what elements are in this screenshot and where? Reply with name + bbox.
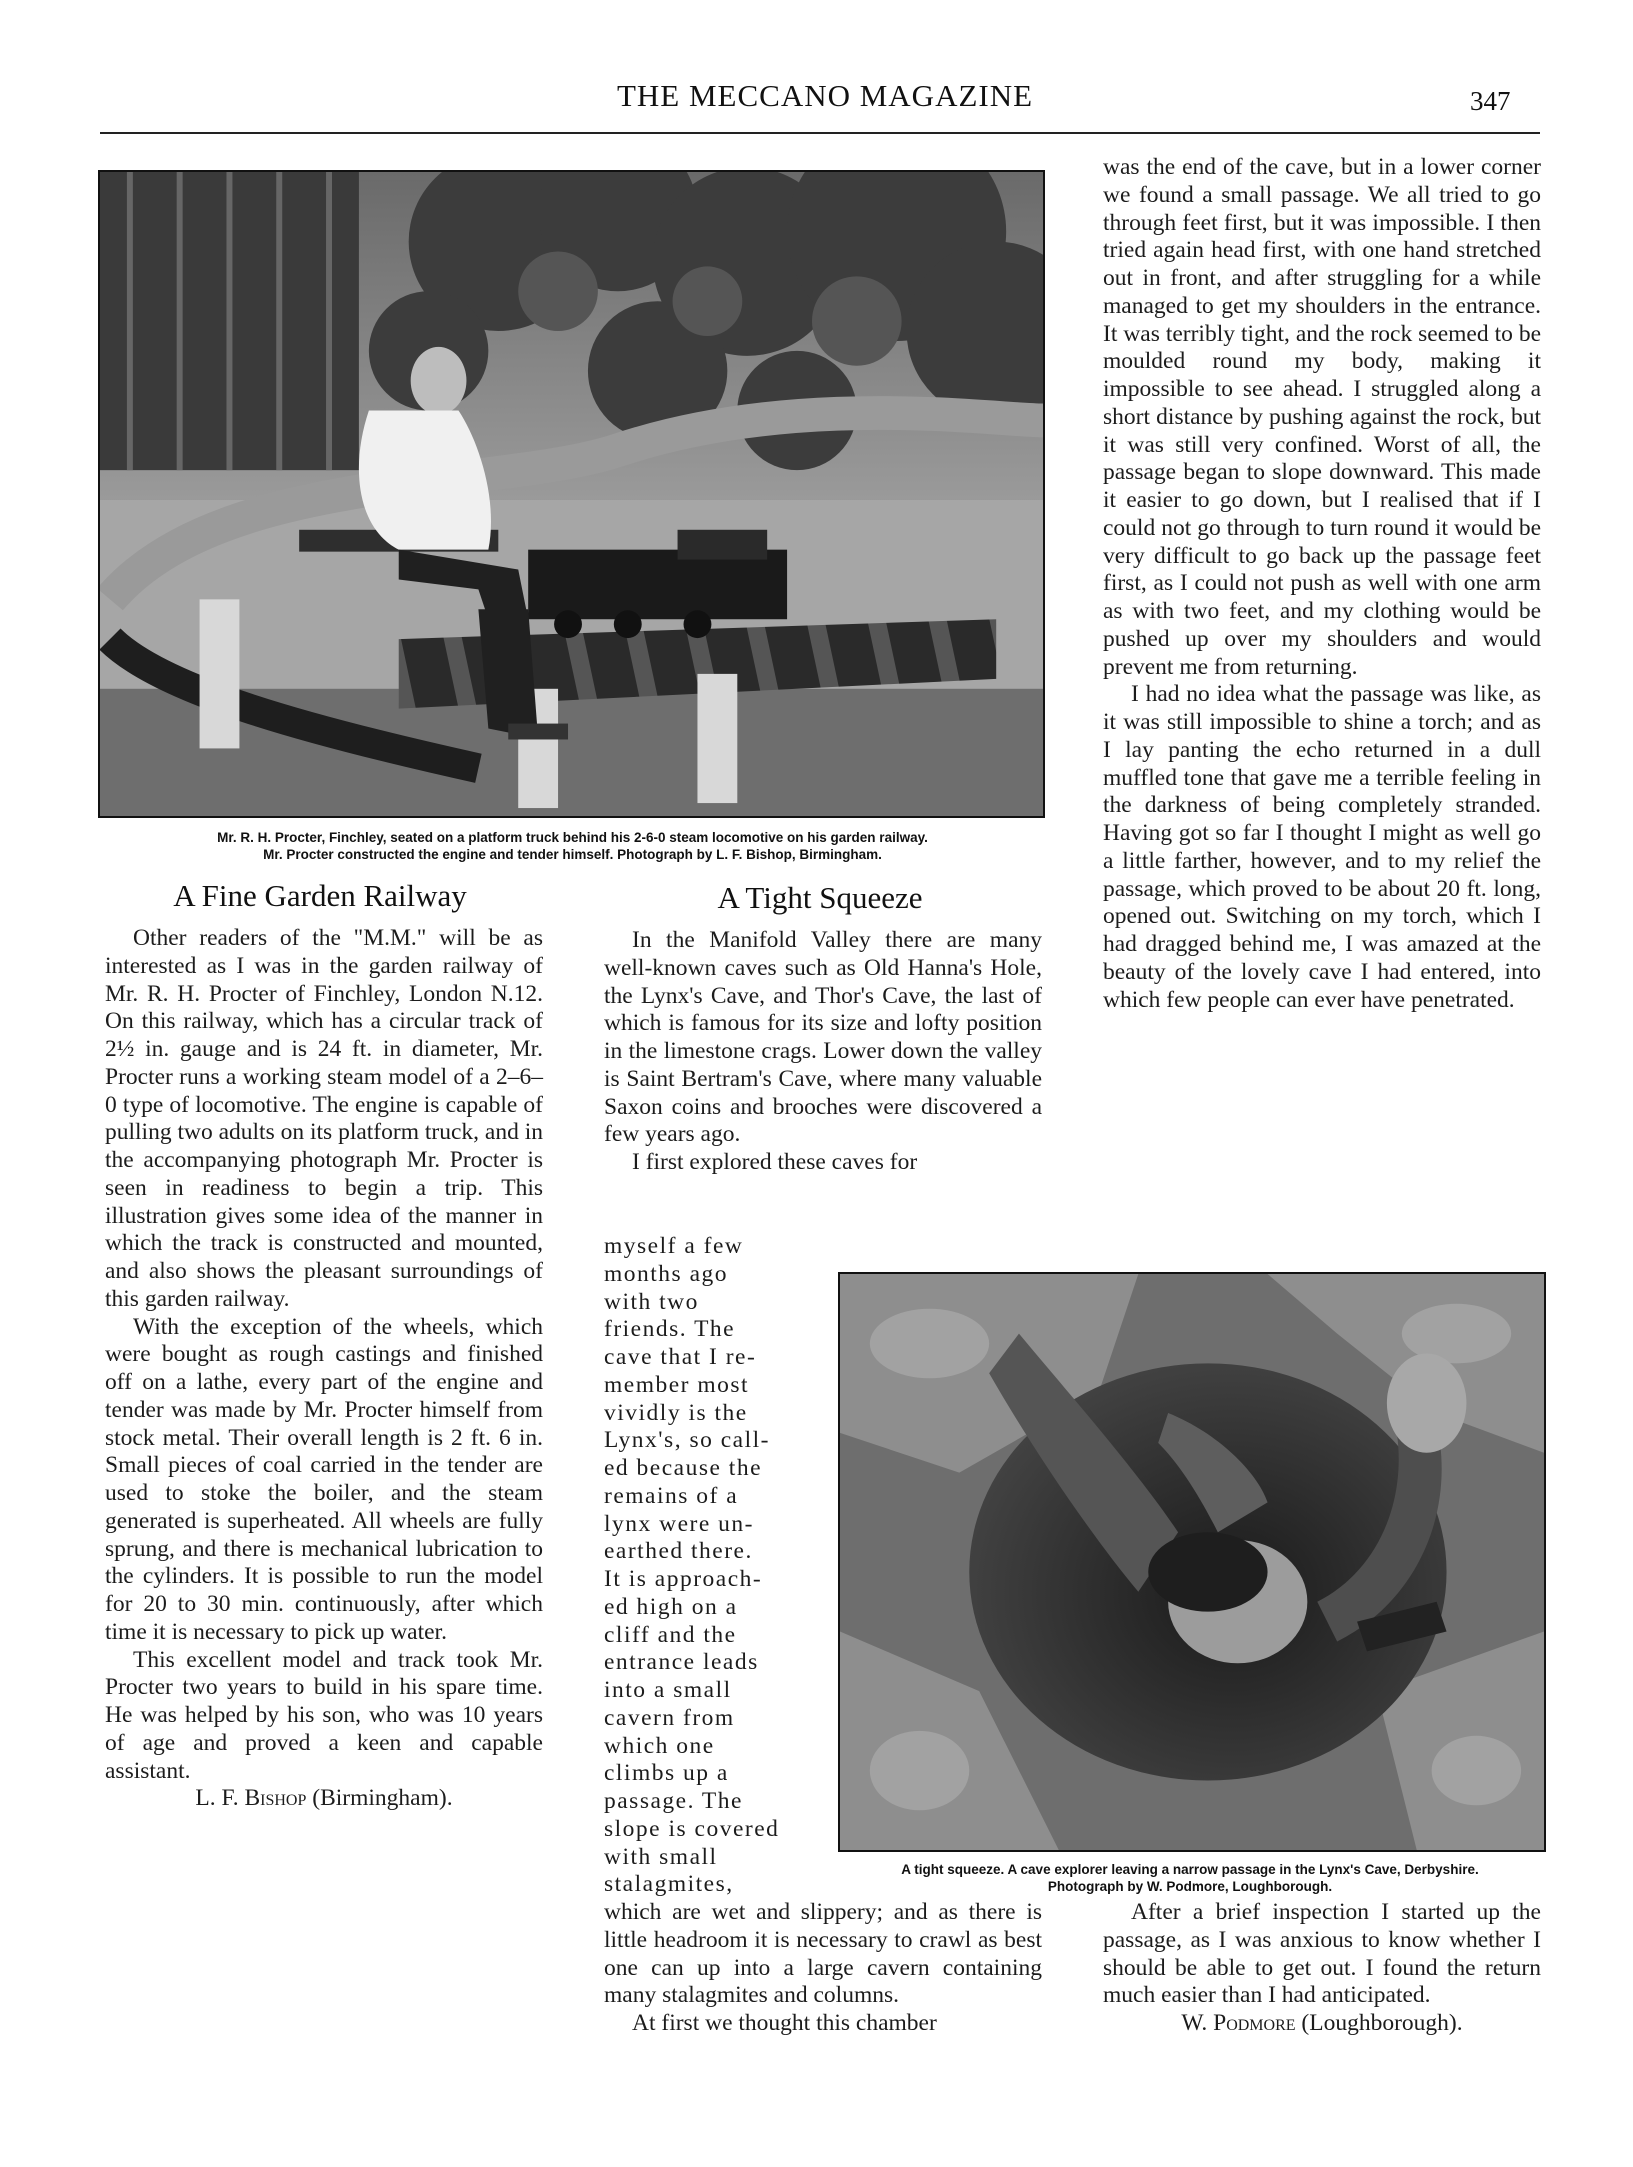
garden-railway-paragraph-1: Other readers of the "M.M." will be as interested as I was in the garden railway of Mr. R. H. Procter of Finchley, London N.12. On this railway, which has a circular track of 2½ in. gauge and is 24 ft. in diameter, Mr. Procter runs a working steam model of a 2–6–0 type of locomotive. The engine is capable of pulling two adults on its platform truck, and in the accompanying photograph Mr. Procter is seen in readiness to begin a trip. This illustration gives some idea of the manner in which the track is constructed and mounted, and also shows the pleasant surroundings of this garden railway. — [105, 925, 543, 1312]
narrow-line: climbs up a — [604, 1760, 729, 1787]
article-heading-tight-squeeze: A Tight Squeeze — [717, 880, 923, 915]
railway-photo-caption — [80, 829, 1065, 863]
garden-railway-author-place: (Birmingham). — [312, 1785, 453, 1812]
tight-squeeze-paragraph-4: I had no idea what the passage was like, as it was still impossible to shine a torch; and as I lay panting the echo returned in a dull muffled tone that gave me a terrible feeling in the darkness of being completely stranded. Having got so far I thought I might as well go a little farther, however, and to my relief the passage, which proved to be about 20 ft. long, opened out. Switching on my torch, which I had dragged behind me, I was amazed at the beauty of the lovely cave I had entered, into which few people can ever have penetrated. — [1103, 681, 1541, 1013]
garden-railway-paragraph-3: This excellent model and track took Mr. Procter two years to build in his spare time. He was helped by his son, who was 10 years of age and proved a keen and capable assistant. — [105, 1646, 543, 1784]
cave-caption-line1: A tight squeeze. A cave explorer leaving a narrow passage in the Lynx's Cave, Derbyshire. — [901, 1862, 1479, 1877]
tight-squeeze-paragraph-2-start: I first explored these caves for — [632, 1149, 918, 1175]
narrow-line: with small — [604, 1843, 718, 1870]
cave-caption-line2: Photograph by W. Podmore, Loughborough. — [1047, 1879, 1333, 1894]
cave-explorer-photo — [838, 1272, 1546, 1852]
narrow-line: entrance leads — [604, 1649, 759, 1676]
narrow-line: months ago — [604, 1260, 729, 1287]
narrow-line: vividly is the — [604, 1399, 748, 1426]
tight-squeeze-signature — [1103, 2010, 1541, 2038]
tight-squeeze-paragraph-2-end: which are wet and slippery; and as there is little headroom it is necessary to crawl as best one can up into a large cavern containing many stalagmites and columns. — [604, 1899, 1042, 2009]
page-number: 347 — [1470, 86, 1511, 116]
magazine-title: THE MECCANO MAGAZINE — [616, 78, 1034, 113]
garden-railway-paragraph-2: With the exception of the wheels, which were bought as rough castings and finished off on a lathe, every part of the engine and tender was made by Mr. Procter himself from stock metal. Their overall length is 2 ft. 6 in. Small pieces of coal carried in the tender are used to stoke the boiler, and the steam generated is superheated. All wheels are fully sprung, and there is mechanical lubrication to the cylinders. It is possible to run the model for 20 to 30 min. continuously, after which time it is necessary to pick up water. — [105, 1313, 543, 1645]
tight-squeeze-continued — [604, 1899, 1042, 2038]
narrow-line: with two — [604, 1288, 699, 1315]
narrow-line: Lynx's, so call- — [604, 1427, 770, 1454]
tight-squeeze-column-3 — [1103, 154, 1541, 1014]
narrow-line: ed high on a — [604, 1593, 738, 1620]
narrow-line: It is approach- — [604, 1566, 763, 1592]
cave-photo-caption — [820, 1861, 1560, 1895]
tight-squeeze-paragraph-1: In the Manifold Valley there are many well-known caves such as Old Hanna's Hole, the Lynx's Cave, and Thor's Cave, the last of which is famous for its size and lofty position in the limestone crags. Lower down the valley is Saint Bertram's Cave, where many valuable Saxon coins and brooches were discovered a few years ago. — [604, 927, 1042, 1148]
tight-squeeze-final — [1103, 1899, 1541, 2038]
railway-caption-line2: Mr. Procter constructed the engine and tender himself. Photograph by L. F. Bishop, Birmingham. — [263, 847, 882, 862]
article-body-garden-railway — [105, 925, 543, 1813]
narrow-line: cliff and the — [604, 1621, 737, 1648]
article-heading-garden-railway: A Fine Garden Railway — [173, 878, 467, 913]
narrow-line: slope is covered — [604, 1815, 780, 1842]
narrow-line: passage. The — [604, 1788, 743, 1814]
narrow-line: ed because the — [604, 1455, 763, 1481]
garden-railway-author: L. F. Bishop — [195, 1785, 307, 1812]
narrow-line: remains of a — [604, 1482, 739, 1509]
narrow-line: friends. The — [604, 1316, 736, 1343]
garden-railway-photo — [98, 170, 1045, 818]
tight-squeeze-narrow-column — [604, 1233, 792, 1899]
tight-squeeze-author-place: (Loughborough). — [1301, 2010, 1463, 2036]
narrow-line: earthed there. — [604, 1538, 753, 1565]
garden-railway-signature — [105, 1785, 543, 1813]
narrow-line: member most — [604, 1371, 750, 1398]
tight-squeeze-paragraph-3-cont: was the end of the cave, but in a lower corner we found a small passage. We all tried to go through feet first, but it was impossible. I then tried again head first, with one hand stretched out in front, and after struggling for a while managed to get my shoulders in the entrance. It was terribly tight, and the rock seemed to be moulded round my body, making it impossible to see ahead. I struggled along a short distance by pushing against the rock, but it was still very confined. Worst of all, the passage began to slope downward. This made it easier to go down, but I realised that if I could not go through to turn round it would be very difficult to go back up the passage feet first, as I could not push as well with one arm as with two feet, and my clothing would be pushed up over my shoulders and would prevent me from returning. — [1103, 154, 1541, 680]
narrow-line: into a small — [604, 1677, 732, 1703]
tight-squeeze-paragraph-3-start: At first we thought this chamber — [632, 2010, 937, 2036]
narrow-line: which one — [604, 1732, 715, 1759]
railway-caption-line1: Mr. R. H. Procter, Finchley, seated on a platform truck behind his 2-6-0 steam locomotive on his garden railway. — [217, 830, 928, 845]
narrow-line: lynx were un- — [604, 1510, 755, 1537]
header-rule — [100, 132, 1540, 134]
narrow-line: myself a few — [604, 1233, 744, 1259]
narrow-line: cave that I re- — [604, 1344, 757, 1370]
narrow-line: cavern from — [604, 1704, 735, 1731]
tight-squeeze-paragraph-5: After a brief inspection I started up the passage, as I was anxious to know whether I should be able to get out. I found the return much easier than I had anticipated. — [1103, 1899, 1541, 2009]
tight-squeeze-author: W. Podmore — [1181, 2010, 1296, 2036]
tight-squeeze-intro — [604, 927, 1042, 1177]
narrow-line: stalagmites, — [604, 1871, 734, 1898]
